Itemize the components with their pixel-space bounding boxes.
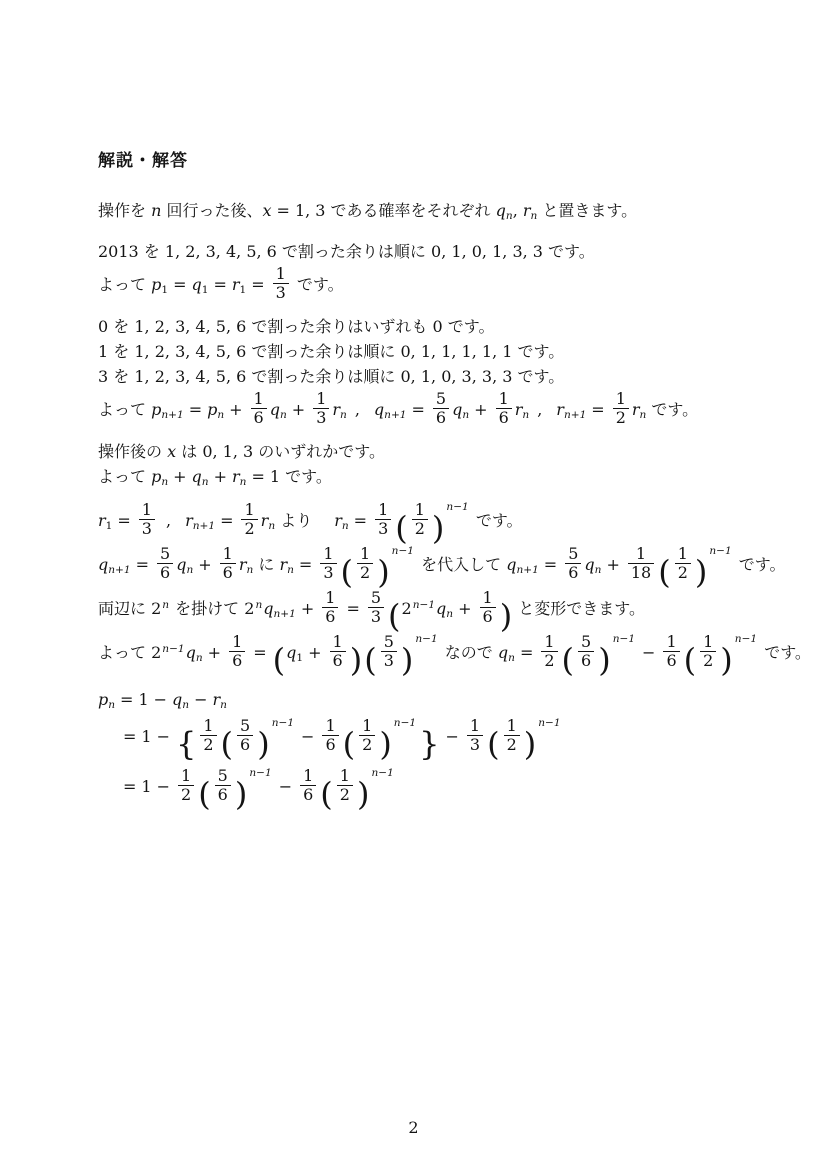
line-pn-definition: $p_n = 1 - q_n - r_n$: [98, 690, 227, 712]
line-setup-probabilities: 操作を n 回行った後、x = 1, 3 である確率をそれぞれ $q_n$, $r_n$ と置きます。: [98, 201, 638, 223]
line-qn-solution: よって $2^{n-1}q_n$ + $\frac{1}{6}$ = ($q_1$ + $\frac{1}{6}$ )( $\frac{5}{3}$ )$^{n-1}$ なので $q_n$ = $\frac{1}{2}$ ( $\frac{5}{6}$ )$^{n-1}$− $\frac{1}{6}$ ( $\frac{1}{2}$ )$^{n-1}$ です。: [98, 631, 811, 679]
solution-content: [98, 146, 811, 813]
line-recurrence-relations: よって $p_{n+1} = p_n$ + $\frac{1}{6}$ $q_n$ + $\frac{1}{3}$ $r_n$ , $q_{n+1}$ = $\frac{5}{6}$ $q_n$ + $\frac{1}{6}$ $r_n$ , $r_{n+1}$ = $\frac{1}{2}$ $r_n$ です。: [98, 388, 699, 428]
line-rn-solution: $r_1$ = $\frac{1}{3}$ , $r_{n+1}$ = $\frac{1}{2}$ $r_n$ より $r_n$ = $\frac{1}{3}$ ( $\frac{1}{2}$ )$^{n-1}$ です。: [98, 499, 523, 547]
line-2013-remainders: 2013 を 1, 2, 3, 4, 5, 6 で割った余りは順に 0, 1, 0, 1, 3, 3 です。: [98, 242, 595, 261]
line-3-remainders: 3 を 1, 2, 3, 4, 5, 6 で割った余りは順に 0, 1, 0, 3, 3, 3 です。: [98, 367, 565, 386]
line-x-possible-values: 操作後の x は 0, 1, 3 のいずれかです。: [98, 442, 386, 461]
section-heading: 解説・解答: [98, 151, 188, 171]
line-qn-substitution: $q_{n+1}$ = $\frac{5}{6}$ $q_n$ + $\frac{1}{6}$ $r_n$ に $r_n$ = $\frac{1}{3}$ ( $\frac{1}{2}$ )$^{n-1}$ を代入して $q_{n+1}$ = $\frac{5}{6}$ $q_n$ + $\frac{1}{18}$ ( $\frac{1}{2}$ )$^{n-1}$ です。: [98, 543, 786, 591]
line-1-remainders: 1 を 1, 2, 3, 4, 5, 6 で割った余りは順に 0, 1, 1, 1, 1, 1 です。: [98, 342, 565, 361]
line-sum-equals-one: よって $p_n + q_n + r_n = 1$ です。: [98, 467, 332, 489]
line-pn-expansion: = 1 − { $\frac{1}{2}$ ( $\frac{5}{6}$ )$^{n-1}$− $\frac{1}{6}$ ( $\frac{1}{2}$ )$^{n-1}$} − $\frac{1}{3}$ ( $\frac{1}{2}$ )$^{n-1}$: [123, 715, 561, 763]
line-pn-result: = 1 − $\frac{1}{2}$ ( $\frac{5}{6}$ )$^{n-1}$− $\frac{1}{6}$ ( $\frac{1}{2}$ )$^{n-1}$: [123, 765, 394, 813]
line-multiply-by-2n: 両辺に 2$^n$ を掛けて $2^nq_{n+1}$ + $\frac{1}{6}$ = $\frac{5}{3}$ ($2^{n-1}q_n$ + $\frac{1}{6}$ ) と変形できます。: [98, 587, 645, 635]
line-initial-values: よって $p_1 = q_1 = r_1$ = $\frac{1}{3}$ です。: [98, 263, 344, 303]
page-number: 2: [408, 1118, 419, 1137]
line-0-remainders: 0 を 1, 2, 3, 4, 5, 6 で割った余りはいずれも 0 です。: [98, 317, 495, 336]
